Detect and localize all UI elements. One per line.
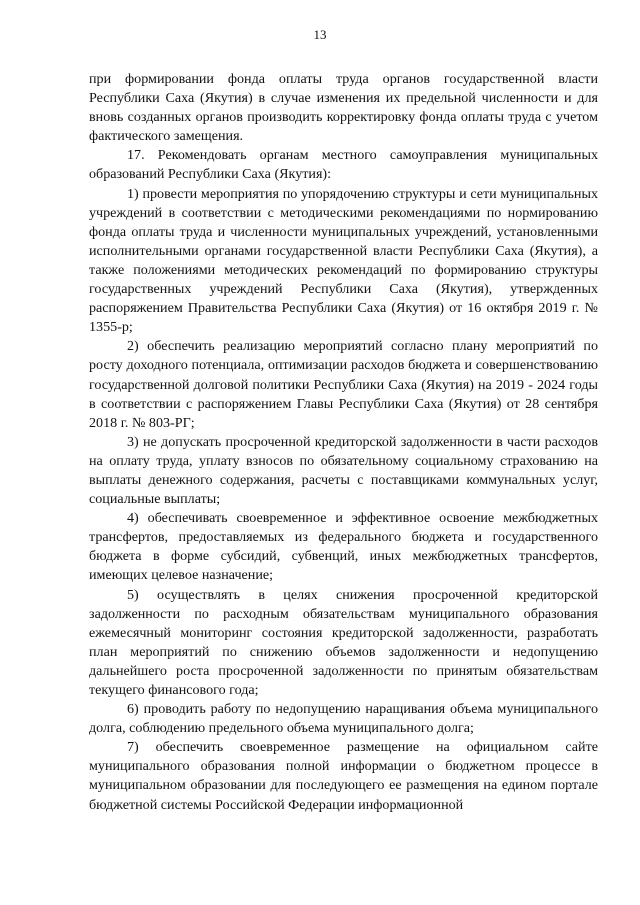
paragraph-subitem-2: 2) обеспечить реализацию мероприятий согласно плану мероприятий по росту доходного потенциала, оптимизации расходов бюджета и совершенствованию государственной долговой политики Республики Саха (Якутия) на 2019 - 2024 годы в соответствии с распоряжением Главы Республики Саха (Якутия) от 28 сентября 2018 г. № 803-РГ;: [89, 338, 598, 431]
page-number: 13: [313, 27, 327, 42]
paragraph-subitem-3: 3) не допускать просроченной кредиторской задолженности в части расходов на оплату труда, уплату взносов по обязательному социальному страхованию на выплаты денежного содержания, расчеты с поставщиками коммунальных услуг, социальные выплаты;: [89, 433, 598, 508]
paragraph-subitem-5: 5) осуществлять в целях снижения просроченной кредиторской задолженности по расходным обязательствам муниципального образования ежемесячный мониторинг состояния кредиторской задолженности, разработать план мероприятий по снижению объемов задолженности и недопущению дальнейшего роста просроченной задолженности по принятым обязательствам текущего финансового года;: [89, 586, 598, 698]
paragraph-subitem-4: 4) обеспечивать своевременное и эффективное освоение межбюджетных трансфертов, предоставляемых из федерального бюджета и государственного бюджета в форме субсидий, субвенций, иных межбюджетных трансфертов, имеющих целевое назначение;: [89, 510, 598, 584]
paragraph-subitem-1: 1) провести мероприятия по упорядочению структуры и сети муниципальных учреждений в соответствии с методическими рекомендациями по нормированию фонда оплаты труда и численности муниципальных учреждений, установленными исполнительными органами государственной власти Республики Саха (Якутия), а также положениями методических рекомендаций по формированию структуры государственных учреждений Республики Саха (Якутия), утвержденных распоряжением Правительства Республики Саха (Якутия) от 16 октября 2019 г. № 1355-р;: [89, 185, 598, 336]
paragraph-subitem-7: 7) обеспечить своевременное размещение на официальном сайте муниципального образования полной информации о бюджетном процессе в муниципальном образовании для последующего ее размещения на едином портале бюджетной системы Российской Федерации информационной: [89, 739, 598, 813]
paragraph-continuation: при формировании фонда оплаты труда органов государственной власти Республики Саха (Якутия) в случае изменения их предельной численности и для вновь созданных органов производить корректировку фонда оплаты труда с учетом фактического замещения.: [89, 71, 598, 145]
document-body: [89, 70, 598, 815]
paragraph-item-17: 17. Рекомендовать органам местного самоуправления муниципальных образований Республики Саха (Якутия):: [89, 147, 598, 183]
paragraph-subitem-6: 6) проводить работу по недопущению наращивания объема муниципального долга, соблюдению предельного объема муниципального долга;: [89, 701, 598, 737]
